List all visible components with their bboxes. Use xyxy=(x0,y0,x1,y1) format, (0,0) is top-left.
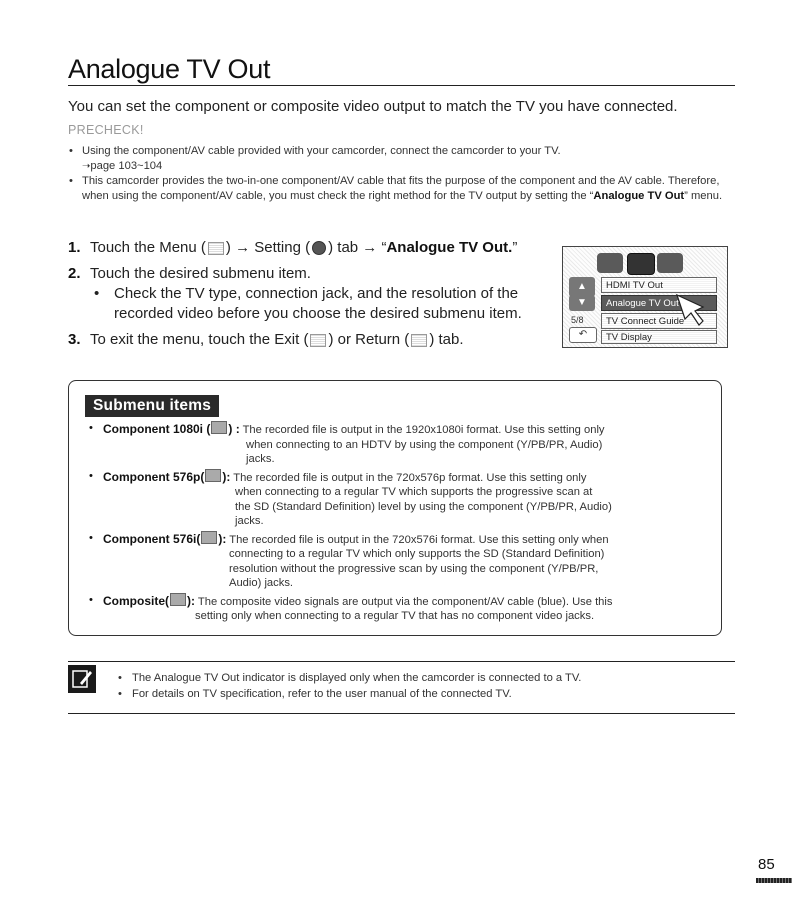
component-576p-icon xyxy=(205,469,221,482)
step-3 xyxy=(68,330,548,350)
submenu-box xyxy=(68,380,722,636)
lcd-menu-row-selected: Analogue TV Out xyxy=(601,295,717,311)
step-text: ) tab → “ xyxy=(328,239,387,256)
lcd-menu-row: HDMI TV Out xyxy=(601,277,717,293)
lcd-tab-setting-icon xyxy=(657,253,683,273)
submenu-desc: the SD (Standard Definition) level by using the component (Y/PB/PR, Audio) xyxy=(235,500,612,513)
step-text: Touch the desired submenu item. xyxy=(90,265,311,282)
page-number: 85 xyxy=(758,856,775,873)
submenu-desc: setting only when connecting to a regular TV that has no component video jacks. xyxy=(195,610,595,622)
precheck-list xyxy=(68,144,733,204)
precheck-item-bold: Analogue TV Out xyxy=(593,190,685,202)
page-title: Analogue TV Out xyxy=(68,54,271,84)
component-576i-icon xyxy=(201,531,217,544)
step-number: 3. xyxy=(68,331,81,348)
page-ref-arrow-icon: ➝ xyxy=(82,161,91,172)
component-1080i-icon xyxy=(211,421,227,434)
submenu-desc: jacks. xyxy=(235,515,264,527)
title-rule xyxy=(68,85,735,86)
submenu-term: Component 576p( xyxy=(103,469,205,484)
precheck-item-text: ” menu. xyxy=(684,190,723,202)
submenu-term: ): xyxy=(218,531,227,546)
note-icon xyxy=(68,665,96,693)
submenu-heading: Submenu items xyxy=(85,395,219,417)
submenu-list xyxy=(85,421,705,626)
submenu-term: Component 1080i ( xyxy=(103,422,211,436)
exit-icon xyxy=(310,334,326,347)
precheck-item xyxy=(68,174,733,204)
setting-icon xyxy=(312,241,326,255)
pointing-hand-icon xyxy=(671,291,711,331)
submenu-desc: connecting to a regular TV which only supports the SD (Standard Definition) xyxy=(229,548,605,560)
lcd-down-icon: ▼ xyxy=(569,295,595,311)
submenu-item xyxy=(85,531,705,591)
note-rule xyxy=(68,713,735,714)
submenu-desc: when connecting to an HDTV by using the component (Y/PB/PR, Audio) xyxy=(246,438,603,451)
step-sub-bullet: • Check the TV type, connection jack, and the resolution of the recorded video before you choose the desired submenu item. xyxy=(90,284,548,324)
submenu-item xyxy=(85,421,705,467)
submenu-item xyxy=(85,469,705,529)
submenu-desc: The recorded file is output in the 720x576i format. Use this setting only when xyxy=(229,533,609,546)
note-item: • For details on TV specification, refer to the user manual of the connected TV. xyxy=(116,686,581,702)
step-text: ) → Setting ( xyxy=(225,239,311,256)
page-reference xyxy=(82,159,733,174)
submenu-desc: Audio) jacks. xyxy=(229,577,294,589)
step-text: Touch the Menu ( xyxy=(90,239,206,256)
composite-icon xyxy=(170,593,186,606)
steps xyxy=(68,238,548,356)
page-ref-text: page 103~104 xyxy=(90,160,163,172)
note-rule xyxy=(68,661,735,662)
menu-icon xyxy=(208,242,224,255)
submenu-desc: resolution without the progressive scan by using the component (Y/PB/PR, xyxy=(229,562,599,575)
step-number: 2. xyxy=(68,265,81,282)
submenu-desc: jacks. xyxy=(246,453,275,465)
lcd-tab-icon xyxy=(597,253,623,273)
lcd-up-icon: ▲ xyxy=(569,277,595,297)
precheck-item-text: This camcorder provides the two-in-one component/AV cable that fits the purpose of the component and the AV cable. Therefore, when using the component/AV cable, you must check the right method for the TV output by setting the “ xyxy=(82,175,720,202)
return-icon xyxy=(411,334,427,347)
step-text: ) tab. xyxy=(429,331,464,348)
step-text: ) or Return ( xyxy=(328,331,410,348)
intro-text: You can set the component or composite video output to match the TV you have connected. xyxy=(68,98,678,115)
lcd-tab-menu-icon xyxy=(627,253,655,275)
step-bold: Analogue TV Out. xyxy=(386,239,513,256)
submenu-term: Composite( xyxy=(103,593,169,608)
precheck-item-text: Using the component/AV cable provided with your camcorder, connect the camcorder to your TV. xyxy=(82,145,561,157)
precheck-heading: PRECHECK! xyxy=(68,123,144,137)
lcd-return-icon: ↶ xyxy=(569,327,597,343)
submenu-desc: The recorded file is output in the 720x576p format. Use this setting only xyxy=(233,471,587,484)
step-2 xyxy=(68,264,548,324)
submenu-term: ): xyxy=(187,593,195,608)
submenu-term: Component 576i( xyxy=(103,531,201,546)
step-number: 1. xyxy=(68,239,81,256)
lcd-menu-row: TV Display xyxy=(601,330,717,344)
step-text: ” xyxy=(512,239,518,256)
step-1 xyxy=(68,238,548,258)
submenu-item xyxy=(85,593,705,624)
lcd-page-counter: 5/8 xyxy=(571,315,584,325)
notes-list xyxy=(116,670,581,702)
page-number-bar xyxy=(756,878,792,883)
note-item: • The Analogue TV Out indicator is displayed only when the camcorder is connected to a TV. xyxy=(116,670,581,686)
submenu-desc: when connecting to a regular TV which supports the progressive scan at xyxy=(235,486,593,498)
submenu-desc: The composite video signals are output via the component/AV cable (blue). Use this xyxy=(197,595,613,608)
submenu-term: ) : xyxy=(228,422,240,436)
submenu-desc: The recorded file is output in the 1920x1080i format. Use this setting only xyxy=(242,424,605,436)
step-text: To exit the menu, touch the Exit ( xyxy=(90,331,309,348)
camcorder-screen-illustration xyxy=(562,246,728,348)
precheck-item xyxy=(68,144,733,174)
lcd-menu-row: TV Connect Guide xyxy=(601,313,717,329)
submenu-term: ): xyxy=(222,469,231,484)
